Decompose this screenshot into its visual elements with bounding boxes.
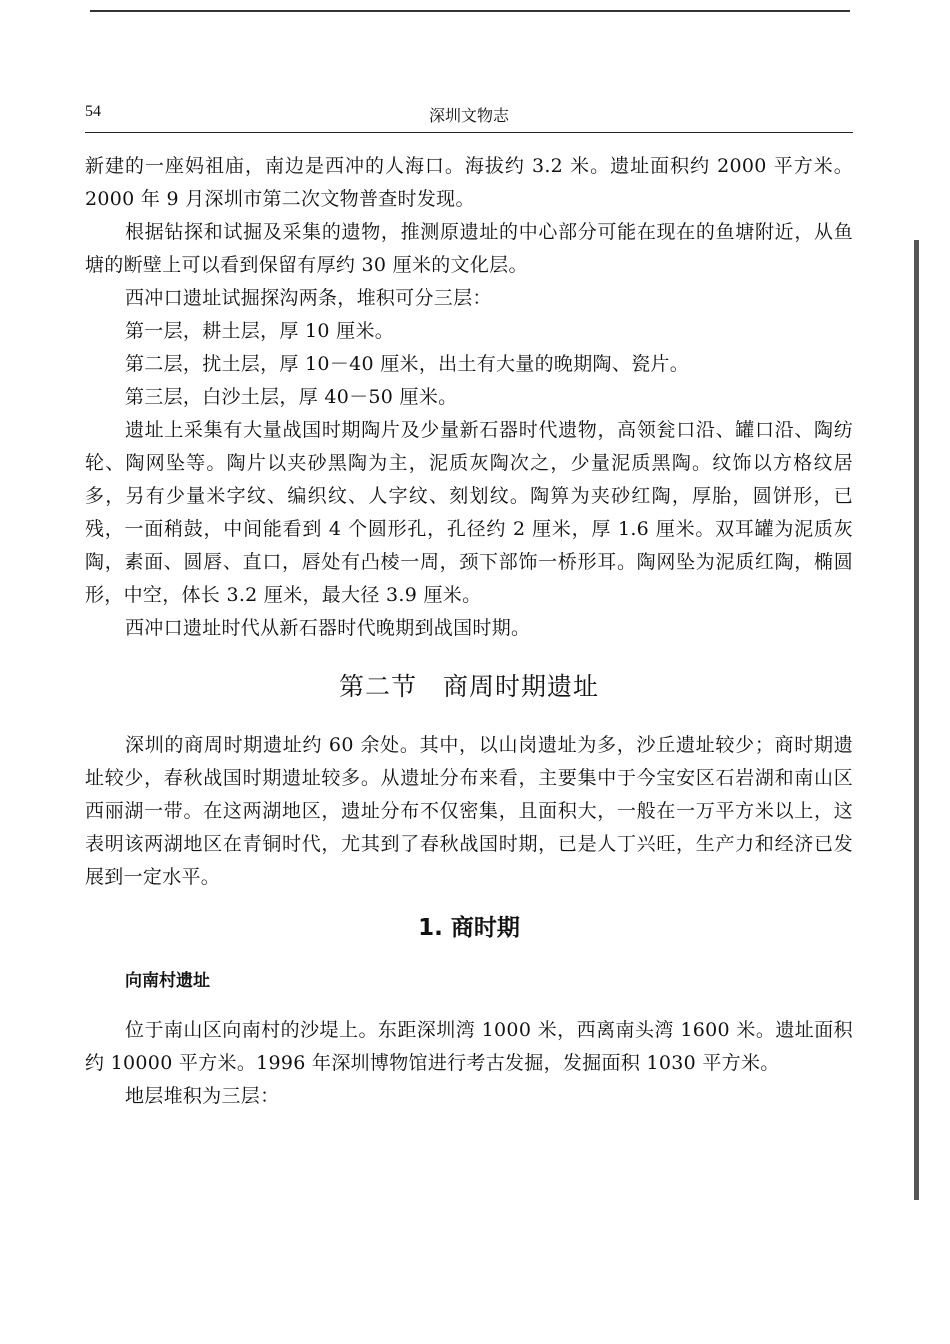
top-scan-line — [90, 10, 850, 12]
paragraph: 遗址上采集有大量战国时期陶片及少量新石器时代遗物，高领瓮口沿、罐口沿、陶纺轮、陶网坠等。陶片以夹砂黑陶为主，泥质灰陶次之，少量泥质黑陶。纹饰以方格纹居多，另有少量米字纹、编织纹、人字纹、刻划纹。陶箅为夹砂红陶，厚胎，圆饼形，已残，一面稍鼓，中间能看到 4 个圆形孔，孔径约 2 厘米，厚 1.6 厘米。双耳罐为泥质灰陶，素面、圆唇、直口，唇处有凸棱一周，颈下部饰一桥形耳。陶网坠为泥质红陶，椭圆形，中空，体长 3.2 厘米，最大径 3.9 厘米。 — [85, 419, 853, 606]
header-rule — [85, 132, 853, 133]
page-body — [85, 150, 853, 1113]
page-header — [85, 103, 853, 131]
paragraph-layer: 第三层，白沙土层，厚 40－50 厘米。 — [125, 386, 458, 408]
site-title: 向南村遗址 — [125, 971, 210, 991]
paragraph-layer: 第一层，耕土层，厚 10 厘米。 — [125, 320, 395, 342]
subsection-title: 1. 商时期 — [418, 915, 520, 941]
scan-edge-mark — [914, 240, 919, 1200]
paragraph: 西冲口遗址时代从新石器时代晚期到战国时期。 — [125, 617, 531, 639]
paragraph: 位于南山区向南村的沙堤上。东距深圳湾 1000 米，西离南头湾 1600 米。遗址面积约 10000 平方米。1996 年深圳博物馆进行考古发掘，发掘面积 1030 平方米。 — [85, 1019, 853, 1074]
paragraph: 根据钻探和试掘及采集的遗物，推测原遗址的中心部分可能在现在的鱼塘附近，从鱼塘的断壁上可以看到保留有厚约 30 厘米的文化层。 — [85, 221, 853, 276]
paragraph-continuation: 新建的一座妈祖庙，南边是西冲的人海口。海拔约 3.2 米。遗址面积约 2000 平方米。2000 年 9 月深圳市第二次文物普查时发现。 — [85, 155, 853, 210]
paragraph: 西冲口遗址试掘探沟两条，堆积可分三层： — [125, 287, 492, 309]
paragraph: 地层堆积为三层： — [125, 1085, 280, 1107]
paragraph-layer: 第二层，扰土层，厚 10－40 厘米，出土有大量的晚期陶、瓷片。 — [125, 353, 690, 375]
running-title: 深圳文物志 — [428, 106, 509, 125]
section-title: 第二节 商周时期遗址 — [338, 672, 599, 701]
paragraph: 深圳的商周时期遗址约 60 余处。其中，以山岗遗址为多，沙丘遗址较少；商时期遗址较少，春秋战国时期遗址较多。从遗址分布来看，主要集中于今宝安区石岩湖和南山区西丽湖一带。在这两湖地区，遗址分布不仅密集，且面积大，一般在一万平方米以上，这表明该两湖地区在青铜时代，尤其到了春秋战国时期，已是人丁兴旺，生产力和经济已发展到一定水平。 — [85, 734, 853, 888]
page-number: 54 — [85, 103, 101, 120]
